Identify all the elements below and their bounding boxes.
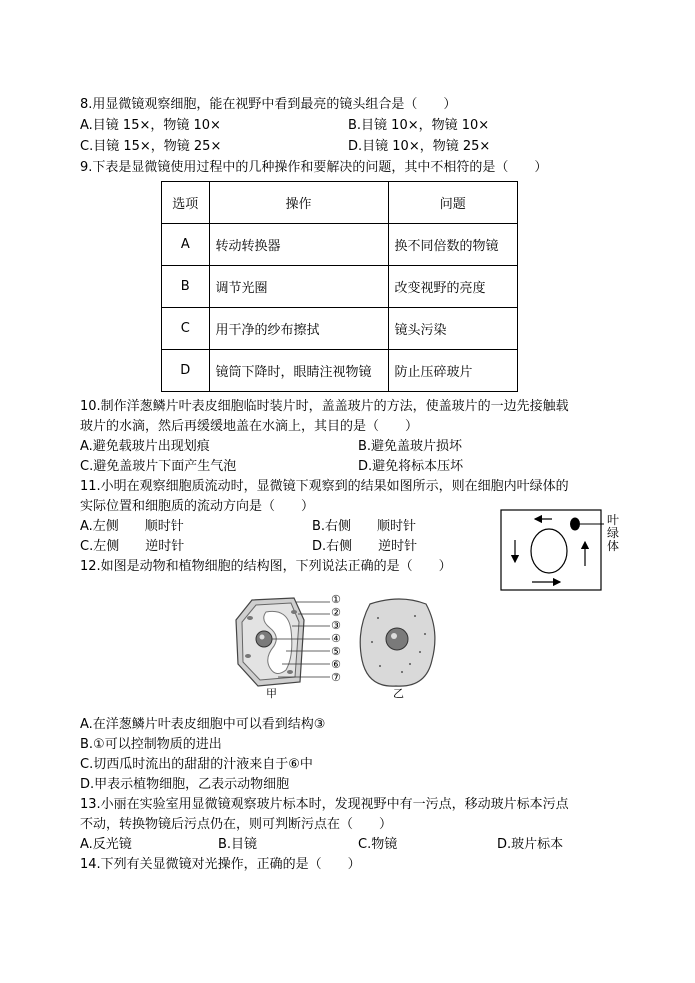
figure-number-7: ⑦ bbox=[331, 671, 341, 684]
animal-nucleus bbox=[386, 628, 408, 650]
animal-cell-diagram bbox=[360, 599, 435, 686]
field-of-view-frame bbox=[501, 510, 601, 590]
figure-label-yi: 乙 bbox=[393, 687, 404, 700]
figure-number-1: ① bbox=[331, 593, 341, 606]
q9-stem: 9.下表是显微镜使用过程中的几种操作和要解决的问题，其中不相符的是（ ） bbox=[80, 160, 548, 175]
table-cell: 镜头污染 bbox=[388, 308, 517, 350]
figure-number-3: ③ bbox=[331, 619, 341, 632]
q11-option-d: D.右侧 逆时针 bbox=[312, 539, 418, 554]
figure-number-4: ④ bbox=[331, 632, 341, 645]
q8-option-d: D.目镜 10×，物镜 25× bbox=[348, 139, 491, 154]
chloroplast-label: 叶绿体 bbox=[606, 513, 619, 553]
chloroplast bbox=[247, 616, 253, 620]
q8-option-a: A.目镜 15×，物镜 10× bbox=[80, 118, 221, 133]
chloroplast bbox=[287, 670, 293, 674]
q10-option-b: B.避免盖玻片损坏 bbox=[358, 439, 463, 454]
table-cell: 用干净的纱布擦拭 bbox=[209, 308, 388, 350]
q8-option-c: C.目镜 15×，物镜 25× bbox=[80, 139, 222, 154]
table-cell: 镜筒下降时，眼睛注视物镜 bbox=[209, 350, 388, 392]
q13-stem-line2: 不动，转换物镜后污点仍在，则可判断污点在（ ） bbox=[80, 817, 393, 832]
table-cell: 换不同倍数的物镜 bbox=[388, 224, 517, 266]
plant-cell-diagram bbox=[236, 598, 304, 686]
figure-number-6: ⑥ bbox=[331, 658, 341, 671]
table-row bbox=[162, 224, 518, 266]
table-cell: A bbox=[162, 224, 210, 266]
q12-option-c: C.切西瓜时流出的甜甜的汁液来自于⑥中 bbox=[80, 757, 313, 772]
q12-option-b: B.①可以控制物质的进出 bbox=[80, 737, 222, 752]
q8-option-b: B.目镜 10×，物镜 10× bbox=[348, 118, 490, 133]
q10-stem-line1: 10.制作洋葱鳞片叶表皮细胞临时装片时，盖盖玻片的方法，使盖玻片的一边先接触载 bbox=[80, 399, 569, 414]
figure-number-5: ⑤ bbox=[331, 645, 341, 658]
table-cell: D bbox=[162, 350, 210, 392]
q12-option-d: D.甲表示植物细胞，乙表示动物细胞 bbox=[80, 777, 290, 792]
table-header-cell: 问题 bbox=[388, 182, 517, 224]
q8-stem: 8.用显微镜观察细胞，能在视野中看到最亮的镜头组合是（ ） bbox=[80, 97, 457, 112]
table-cell: 改变视野的亮度 bbox=[388, 266, 517, 308]
q13-option-c: C.物镜 bbox=[358, 837, 398, 852]
figure-number-2: ② bbox=[331, 606, 341, 619]
q10-option-d: D.避免将标本压坏 bbox=[358, 459, 464, 474]
table-row bbox=[162, 266, 518, 308]
q11-stem-line1: 11.小明在观察细胞质流动时，显微镜下观察到的结果如图所示，则在细胞内叶绿体的 bbox=[80, 479, 569, 494]
table-row bbox=[162, 350, 518, 392]
q14-stem: 14.下列有关显微镜对光操作，正确的是（ ） bbox=[80, 857, 361, 872]
table-cell: C bbox=[162, 308, 210, 350]
chloroplast bbox=[291, 610, 297, 614]
q9-table bbox=[161, 181, 518, 392]
q10-option-a: A.避免载玻片出现划痕 bbox=[80, 439, 210, 454]
q11-option-a: A.左侧 顺时针 bbox=[80, 519, 184, 534]
figure-label-jia: 甲 bbox=[266, 687, 277, 700]
table-cell: 转动转换器 bbox=[209, 224, 388, 266]
table-header-row bbox=[162, 182, 518, 224]
q13-option-d: D.玻片标本 bbox=[497, 837, 564, 852]
q13-stem-line1: 13.小丽在实验室用显微镜观察玻片标本时，发现视野中有一污点，移动玻片标本污点 bbox=[80, 797, 569, 812]
q12-stem: 12.如图是动物和植物细胞的结构图，下列说法正确的是（ ） bbox=[80, 559, 452, 574]
q12-option-a: A.在洋葱鳞片叶表皮细胞中可以看到结构③ bbox=[80, 717, 326, 732]
q10-option-c: C.避免盖玻片下面产生气泡 bbox=[80, 459, 237, 474]
q10-stem-line2: 玻片的水滴，然后再缓缓地盖在水滴上，其目的是（ ） bbox=[80, 419, 419, 434]
q11-option-b: B.右侧 顺时针 bbox=[312, 519, 417, 534]
nucleolus bbox=[260, 635, 265, 640]
table-header-cell: 选项 bbox=[162, 182, 210, 224]
table-cell: 调节光圈 bbox=[209, 266, 388, 308]
table-row bbox=[162, 308, 518, 350]
q13-option-a: A.反光镜 bbox=[80, 837, 132, 852]
table-header-cell: 操作 bbox=[209, 182, 388, 224]
q11-option-c: C.左侧 逆时针 bbox=[80, 539, 185, 554]
nucleus bbox=[256, 631, 272, 647]
q13-option-b: B.目镜 bbox=[218, 837, 258, 852]
table-cell: B bbox=[162, 266, 210, 308]
table-cell: 防止压碎玻片 bbox=[388, 350, 517, 392]
chloroplast bbox=[245, 654, 251, 658]
animal-nucleolus bbox=[391, 633, 397, 639]
q11-stem-line2: 实际位置和细胞质的流动方向是（ ） bbox=[80, 499, 315, 514]
chloroplast-dot bbox=[570, 518, 580, 531]
